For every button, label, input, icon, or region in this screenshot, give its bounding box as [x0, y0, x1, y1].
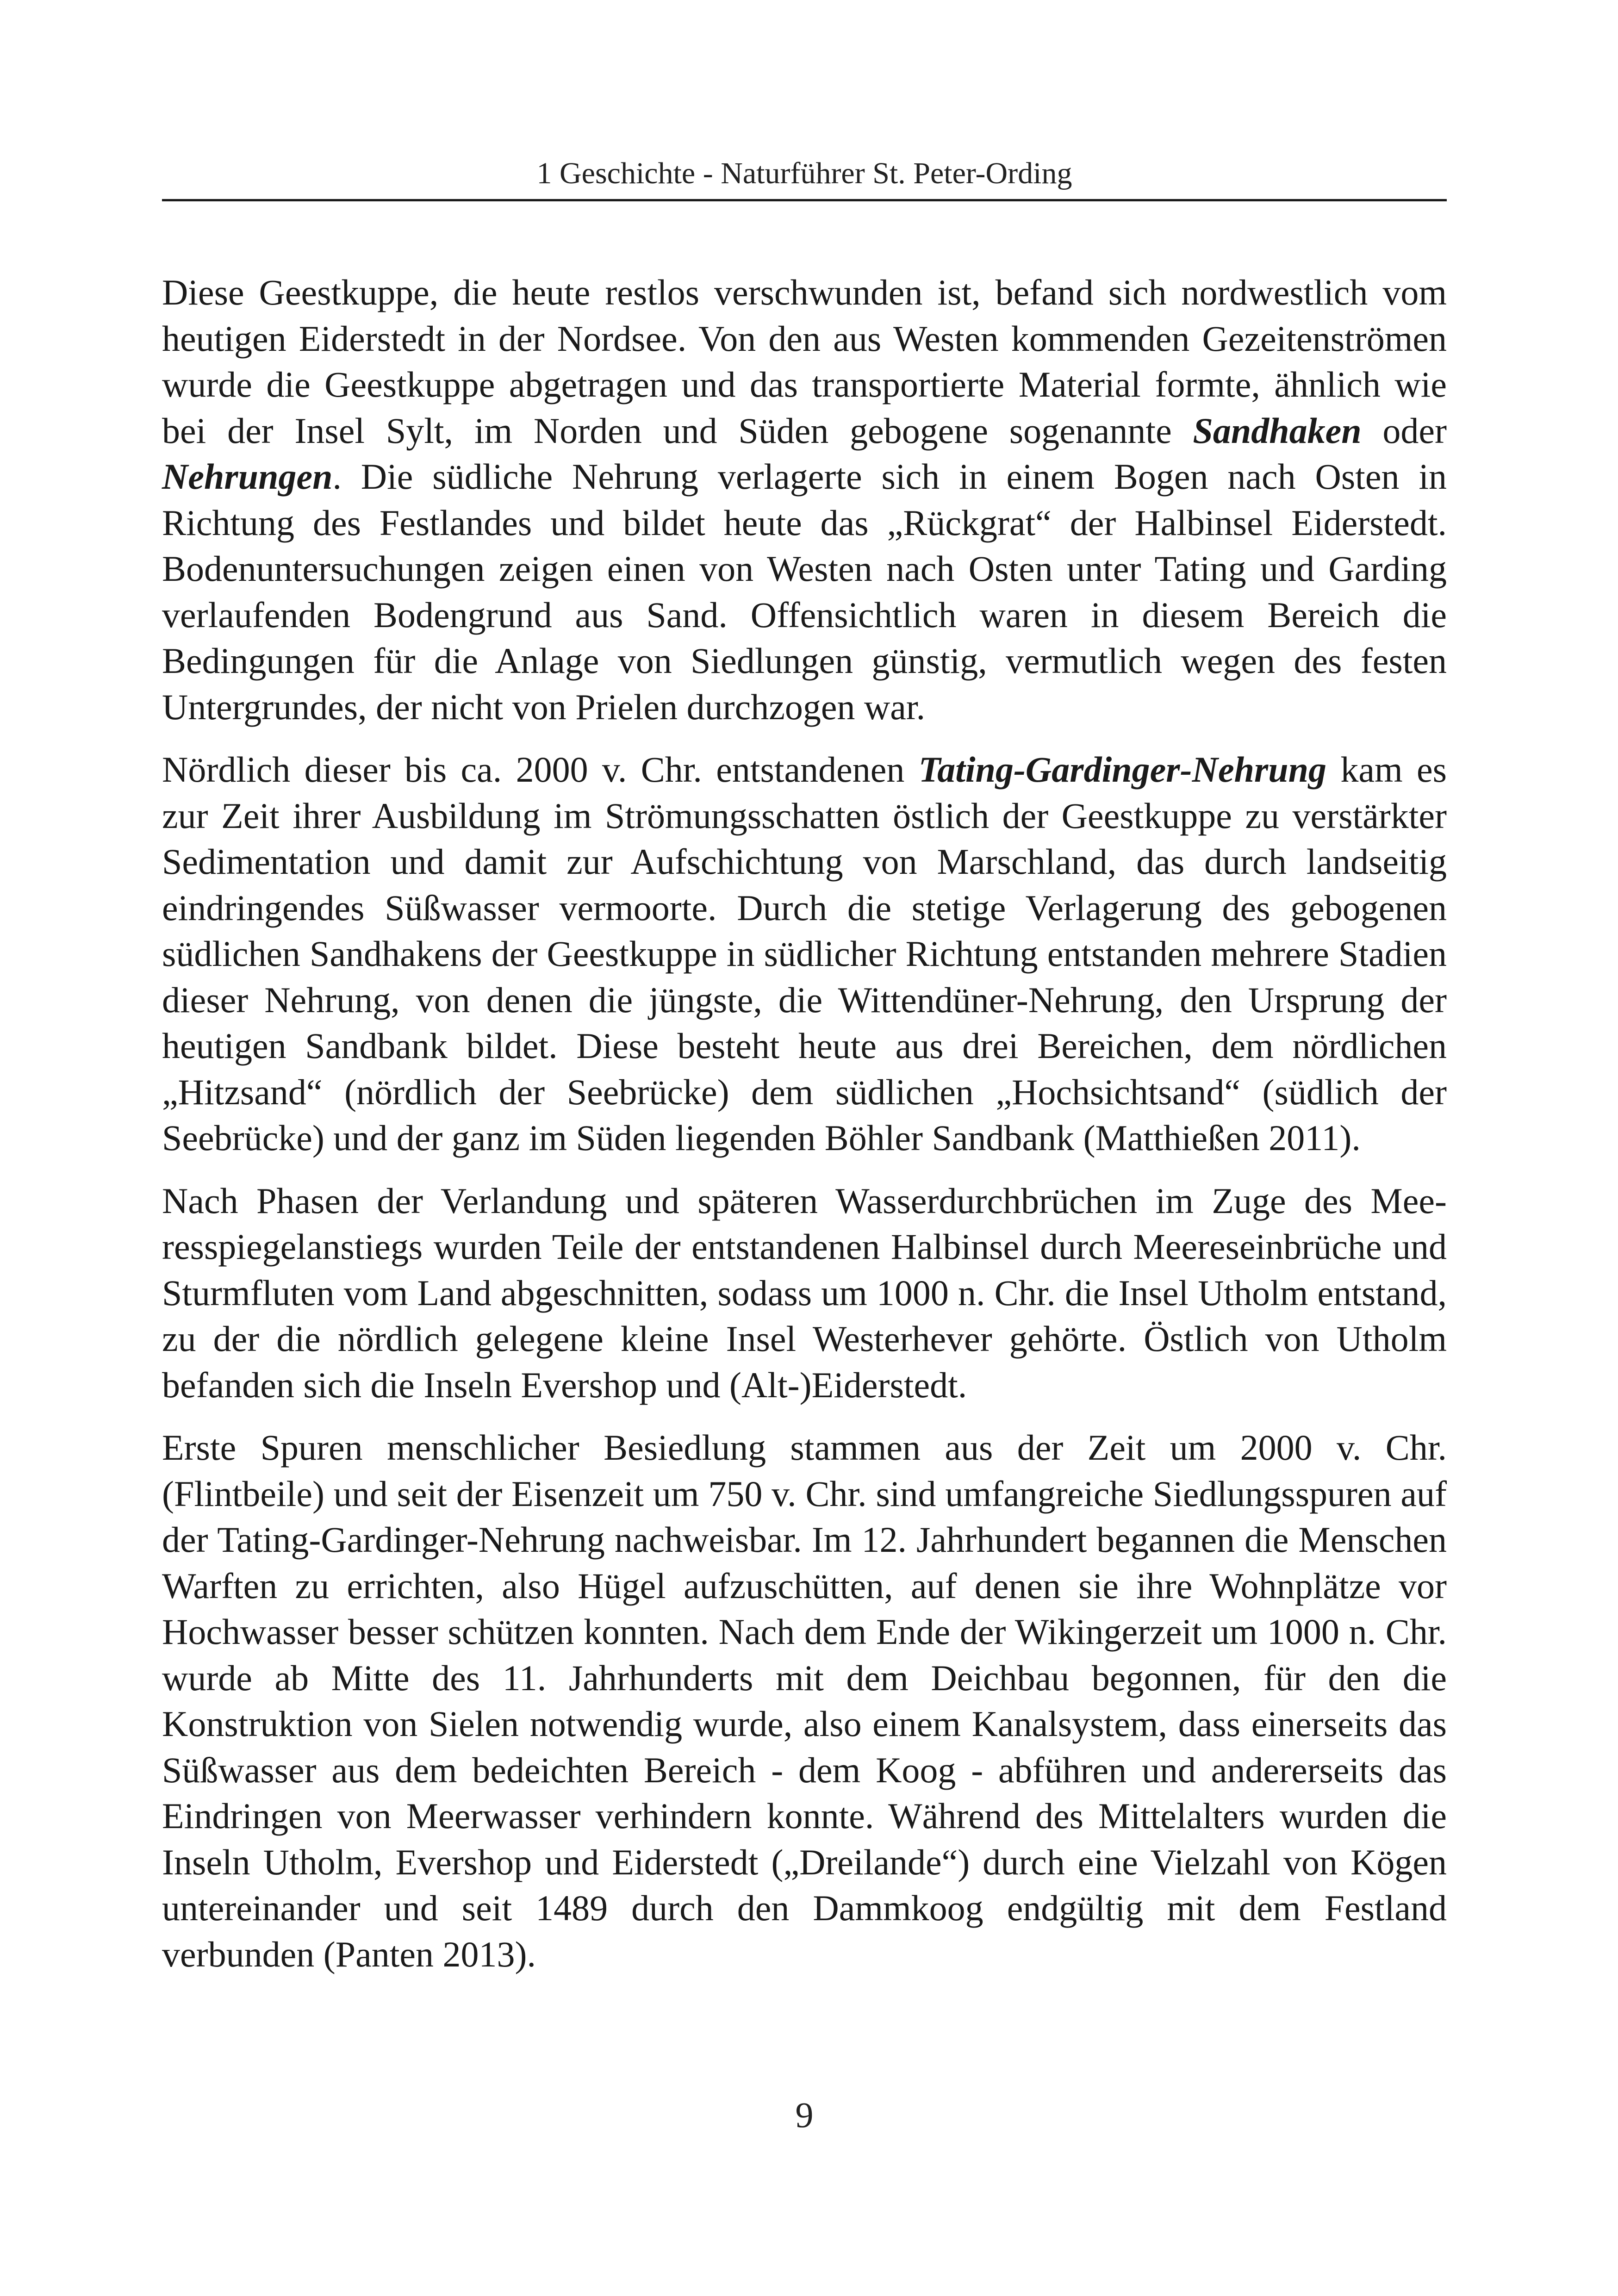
term-nehrungen: Nehrungen — [162, 456, 333, 497]
paragraph-text: Diese Geestkuppe, die heute restlos verschwunden ist, befand sich nordwestlich vom heutigen Eiderstedt in der Nordsee. Von den aus Westen kommenden Gezeitenströmen wurde die Geestkuppe abgetragen und das transportierte Material formte, ähnlich wie bei der Insel Sylt, im Norden und Süden gebogene sogenannte — [162, 272, 1447, 451]
paragraph-text: Nördlich dieser bis ca. 2000 v. Chr. entstandenen — [162, 749, 919, 790]
running-header: 1 Geschichte - Naturführer St. Peter-Ording — [536, 156, 1072, 190]
body-text — [162, 269, 1447, 1994]
paragraph-verlandung: Nach Phasen der Verlandung und späteren Wasserdurchbrüchen im Zuge des Meeresspiegelanstiegs wurden Teile der entstandenen Halbinsel durch Meereseinbrüche und Sturmfluten vom Land abgeschnitten, sodass um 1000 n. Chr. die Insel Utholm entstand, zu der die nördlich gelegene kleine Insel Westerhever gehörte. Östlich von Utholm befanden sich die Inseln Evershop und (Alt-)Eiderstedt. — [162, 1180, 1447, 1405]
paragraph-text: . Die südliche Nehrung verlagerte sich in einem Bogen nach Osten in Richtung des Festlandes und bildet heute das „Rückgrat“ der Halbinsel Eiderstedt. Bodenuntersuchungen zeigen einen von Westen nach Osten unter Tating und Garding verlaufenden Bodengrund aus Sand. Offensichtlich waren in diesem Bereich die Bedingungen für die Anlage von Siedlungen günstig, vermutlich wegen des festen Untergrundes, der nicht von Prielen durchzogen war. — [162, 456, 1447, 727]
paragraph-geestkuppe — [162, 269, 1447, 730]
paragraph-text: oder — [1361, 410, 1447, 451]
paragraph-nehrung — [162, 747, 1447, 1161]
page-number: 9 — [795, 2095, 814, 2135]
paragraph-text: kam es zur Zeit ihrer Ausbildung im Strömungsschatten östlich der Geestkuppe zu verstärkter Sedimentation und damit zur Aufschichtung von Marschland, das durch landseitig eindringendes Süßwasser vermoorte. Durch die stetige Verlagerung des gebogenen südlichen Sandhakens der Geestkuppe in südlicher Richtung entstanden mehrere Stadien dieser Nehrung, von denen die jüngste, die Wittendüner-Nehrung, den Ursprung der heutigen Sandbank bildet. Diese besteht heute aus drei Bereichen, dem nördlichen „Hitzsand“ (nördlich der Seebrücke) dem südlichen „Hochsichtsand“ (südlich der Seebrücke) und der ganz im Süden liegenden Böhler Sandbank (Matthießen 2011). — [162, 749, 1447, 1158]
term-sandhaken: Sandhaken — [1193, 410, 1362, 451]
term-tating-gardinger-nehrung: Tating-Gardinger-Nehrung — [918, 749, 1327, 790]
header-rule — [162, 199, 1447, 201]
paragraph-besiedlung: Erste Spuren menschlicher Besiedlung stammen aus der Zeit um 2000 v. Chr. (Flintbeile) und seit der Eisenzeit um 750 v. Chr. sind umfangreiche Siedlungsspuren auf der Tating-Gardinger-Nehrung nachweisbar. Im 12. Jahrhundert begannen die Menschen Warften zu errichten, also Hügel aufzuschütten, auf denen sie ihre Wohnplätze vor Hochwasser besser schützen konnten. Nach dem Ende der Wikingerzeit um 1000 n. Chr. wurde ab Mitte des 11. Jahrhunderts mit dem Deichbau begonnen, für den die Konstruktion von Sielen notwendig wurde, also einem Kanalsystem, dass einerseits das Süßwasser aus dem bedeichten Bereich - dem Koog - abführen und andererseits das Eindringen von Meerwasser verhindern konnte. Während des Mittelalters wurden die Inseln Utholm, Evershop und Eiderstedt („Dreilande“) durch eine Vielzahl von Kögen untereinander und seit 1489 durch den Dammkoog endgültig mit dem Festland verbunden (Panten 2013). — [162, 1427, 1447, 1974]
